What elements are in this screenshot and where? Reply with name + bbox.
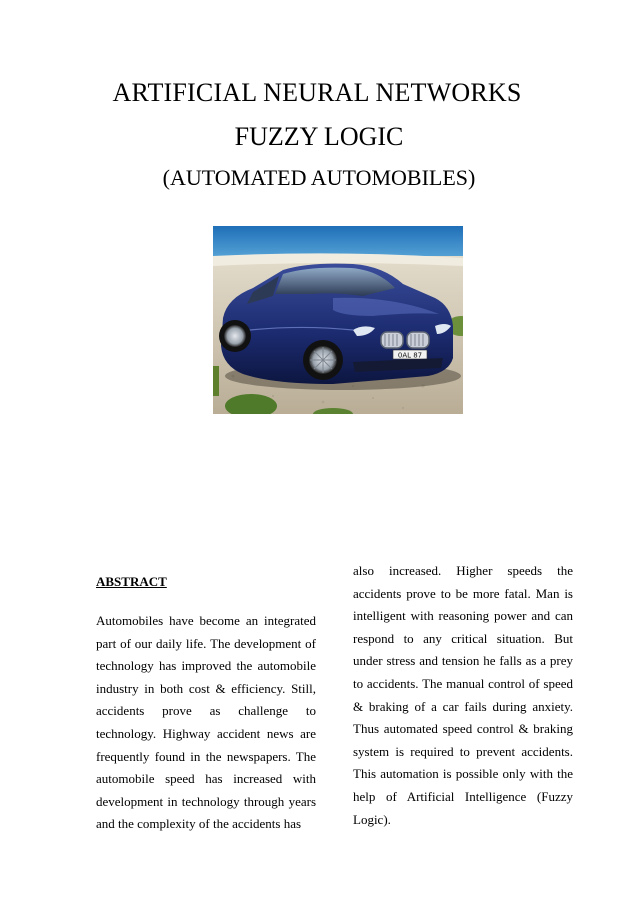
title-line-3: (AUTOMATED AUTOMOBILES) (162, 165, 476, 190)
abstract-right-text: also increased. Higher speeds the accidents prove to be more fatal. Man is intelligent with reasoning power and can respond to any critical situation. But under stress and tension he falls as a prey to accidents. The manual control of speed & braking of a car fails during anxiety. Thus automated speed control & braking system is required to prevent accidents. This automation is possible only with the help of Artificial Intelligence (Fuzzy Logic). (353, 563, 573, 827)
title-line-1: ARTIFICIAL NEURAL NETWORKS (112, 78, 522, 107)
abstract-heading: ABSTRACT (96, 574, 167, 589)
abstract-right-column (353, 560, 573, 831)
abstract-left-column (96, 571, 316, 836)
svg-text:0AL 87: 0AL 87 (397, 351, 423, 360)
abstract-left-text: Automobiles have become an integrated part of our daily life. The development of technology has improved the automobile industry in both cost & efficiency. Still, accidents prove as challenge to technology. Highway accident news are frequently found in the newspapers. The automobile speed has increased with development in technology through years and the complexity of the accidents has (96, 613, 316, 832)
car-photo (213, 226, 463, 414)
title-line-2: FUZZY LOGIC (234, 122, 404, 151)
